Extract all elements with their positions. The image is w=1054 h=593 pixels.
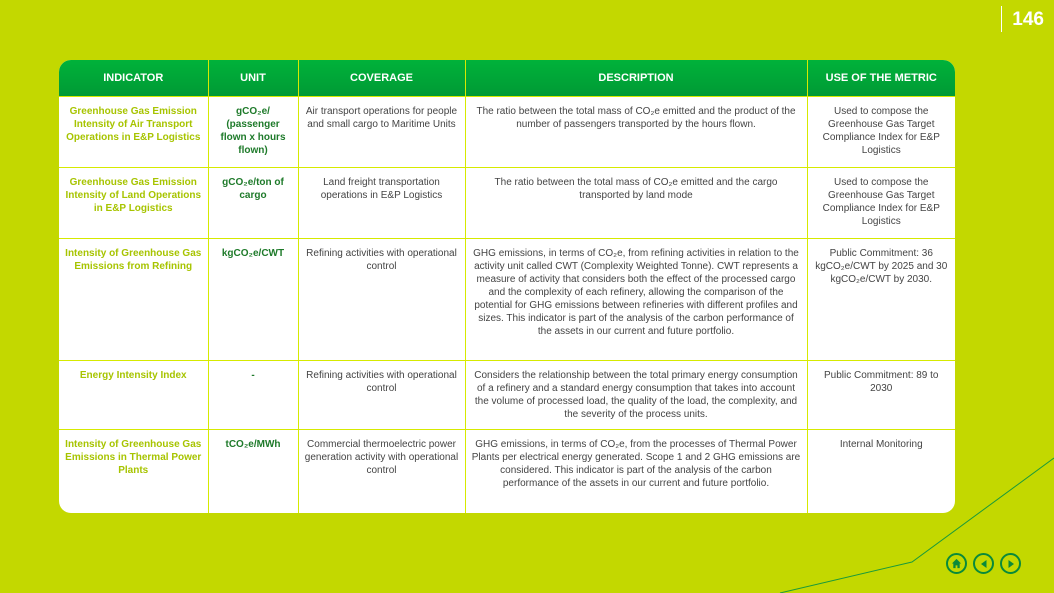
next-page-button[interactable] [1000, 553, 1021, 574]
use-cell: Public Commitment: 36 kgCO₂e/CWT by 2025 and 30 kgCO₂e/CWT by 2030. [807, 239, 955, 361]
use-cell: Internal Monitoring [807, 430, 955, 514]
use-cell: Public Commitment: 89 to 2030 [807, 361, 955, 430]
table-row [59, 97, 955, 168]
table-row [59, 168, 955, 239]
use-cell: Used to compose the Greenhouse Gas Target Compliance Index for E&P Logistics [807, 168, 955, 239]
indicator-cell: Greenhouse Gas Emission Intensity of Land Operations in E&P Logistics [59, 168, 208, 239]
page-number: 146 [1001, 6, 1044, 32]
indicator-cell: Intensity of Greenhouse Gas Emissions in Thermal Power Plants [59, 430, 208, 514]
use-cell: Used to compose the Greenhouse Gas Target Compliance Index for E&P Logistics [807, 97, 955, 168]
header-coverage: COVERAGE [298, 60, 465, 97]
header-description: DESCRIPTION [465, 60, 807, 97]
coverage-cell: Commercial thermoelectric power generation activity with operational control [298, 430, 465, 514]
unit-cell: gCO₂e/ (passenger flown x hours flown) [208, 97, 298, 168]
header-indicator: INDICATOR [59, 60, 208, 97]
description-cell: Considers the relationship between the total primary energy consumption of a refinery and a standard energy consumption that takes into account the volume of processed load, the quality of the load, the complexity, and the severity of the process units. [465, 361, 807, 430]
unit-cell: gCO₂e/ton of cargo [208, 168, 298, 239]
description-cell: The ratio between the total mass of CO₂e emitted and the cargo transported by land mode [465, 168, 807, 239]
unit-cell: kgCO₂e/CWT [208, 239, 298, 361]
table-row [59, 361, 955, 430]
description-cell: GHG emissions, in terms of CO₂e, from the processes of Thermal Power Plants per electrical energy generated. Scope 1 and 2 GHG emissions are considered. This indicator is part of the analysis of the carbon performance of the assets in our current and future portfolio. [465, 430, 807, 514]
indicator-cell: Greenhouse Gas Emission Intensity of Air Transport Operations in E&P Logistics [59, 97, 208, 168]
previous-page-button[interactable] [973, 553, 994, 574]
indicator-cell: Energy Intensity Index [59, 361, 208, 430]
coverage-cell: Air transport operations for people and small cargo to Maritime Units [298, 97, 465, 168]
table-row [59, 239, 955, 361]
coverage-cell: Refining activities with operational control [298, 361, 465, 430]
home-icon [951, 558, 962, 569]
description-cell: The ratio between the total mass of CO₂e emitted and the product of the number of passengers transported by the hours flown. [465, 97, 807, 168]
unit-cell: - [208, 361, 298, 430]
description-cell: GHG emissions, in terms of CO₂e, from refining activities in relation to the activity unit called CWT (Complexity Weighted Tonne). CWT represents a measure of activity that considers both the effect of the processed cargo and the complexity of each refinery, allowing the comparison of the potential for GHG emissions between refineries with different profiles and sizes. This indicator is part of the analysis of the carbon performance of the assets in our current and future portfolio. [465, 239, 807, 361]
arrow-left-icon [979, 559, 989, 569]
header-use-of-metric: USE OF THE METRIC [807, 60, 955, 97]
table-row [59, 430, 955, 514]
coverage-cell: Land freight transportation operations in E&P Logistics [298, 168, 465, 239]
indicator-cell: Intensity of Greenhouse Gas Emissions from Refining [59, 239, 208, 361]
unit-cell: tCO₂e/MWh [208, 430, 298, 514]
header-unit: UNIT [208, 60, 298, 97]
home-button[interactable] [946, 553, 967, 574]
metrics-table-container [59, 60, 955, 513]
table-header-row [59, 60, 955, 97]
page-navigation [946, 553, 1021, 574]
metrics-table [59, 60, 955, 513]
arrow-right-icon [1006, 559, 1016, 569]
coverage-cell: Refining activities with operational control [298, 239, 465, 361]
